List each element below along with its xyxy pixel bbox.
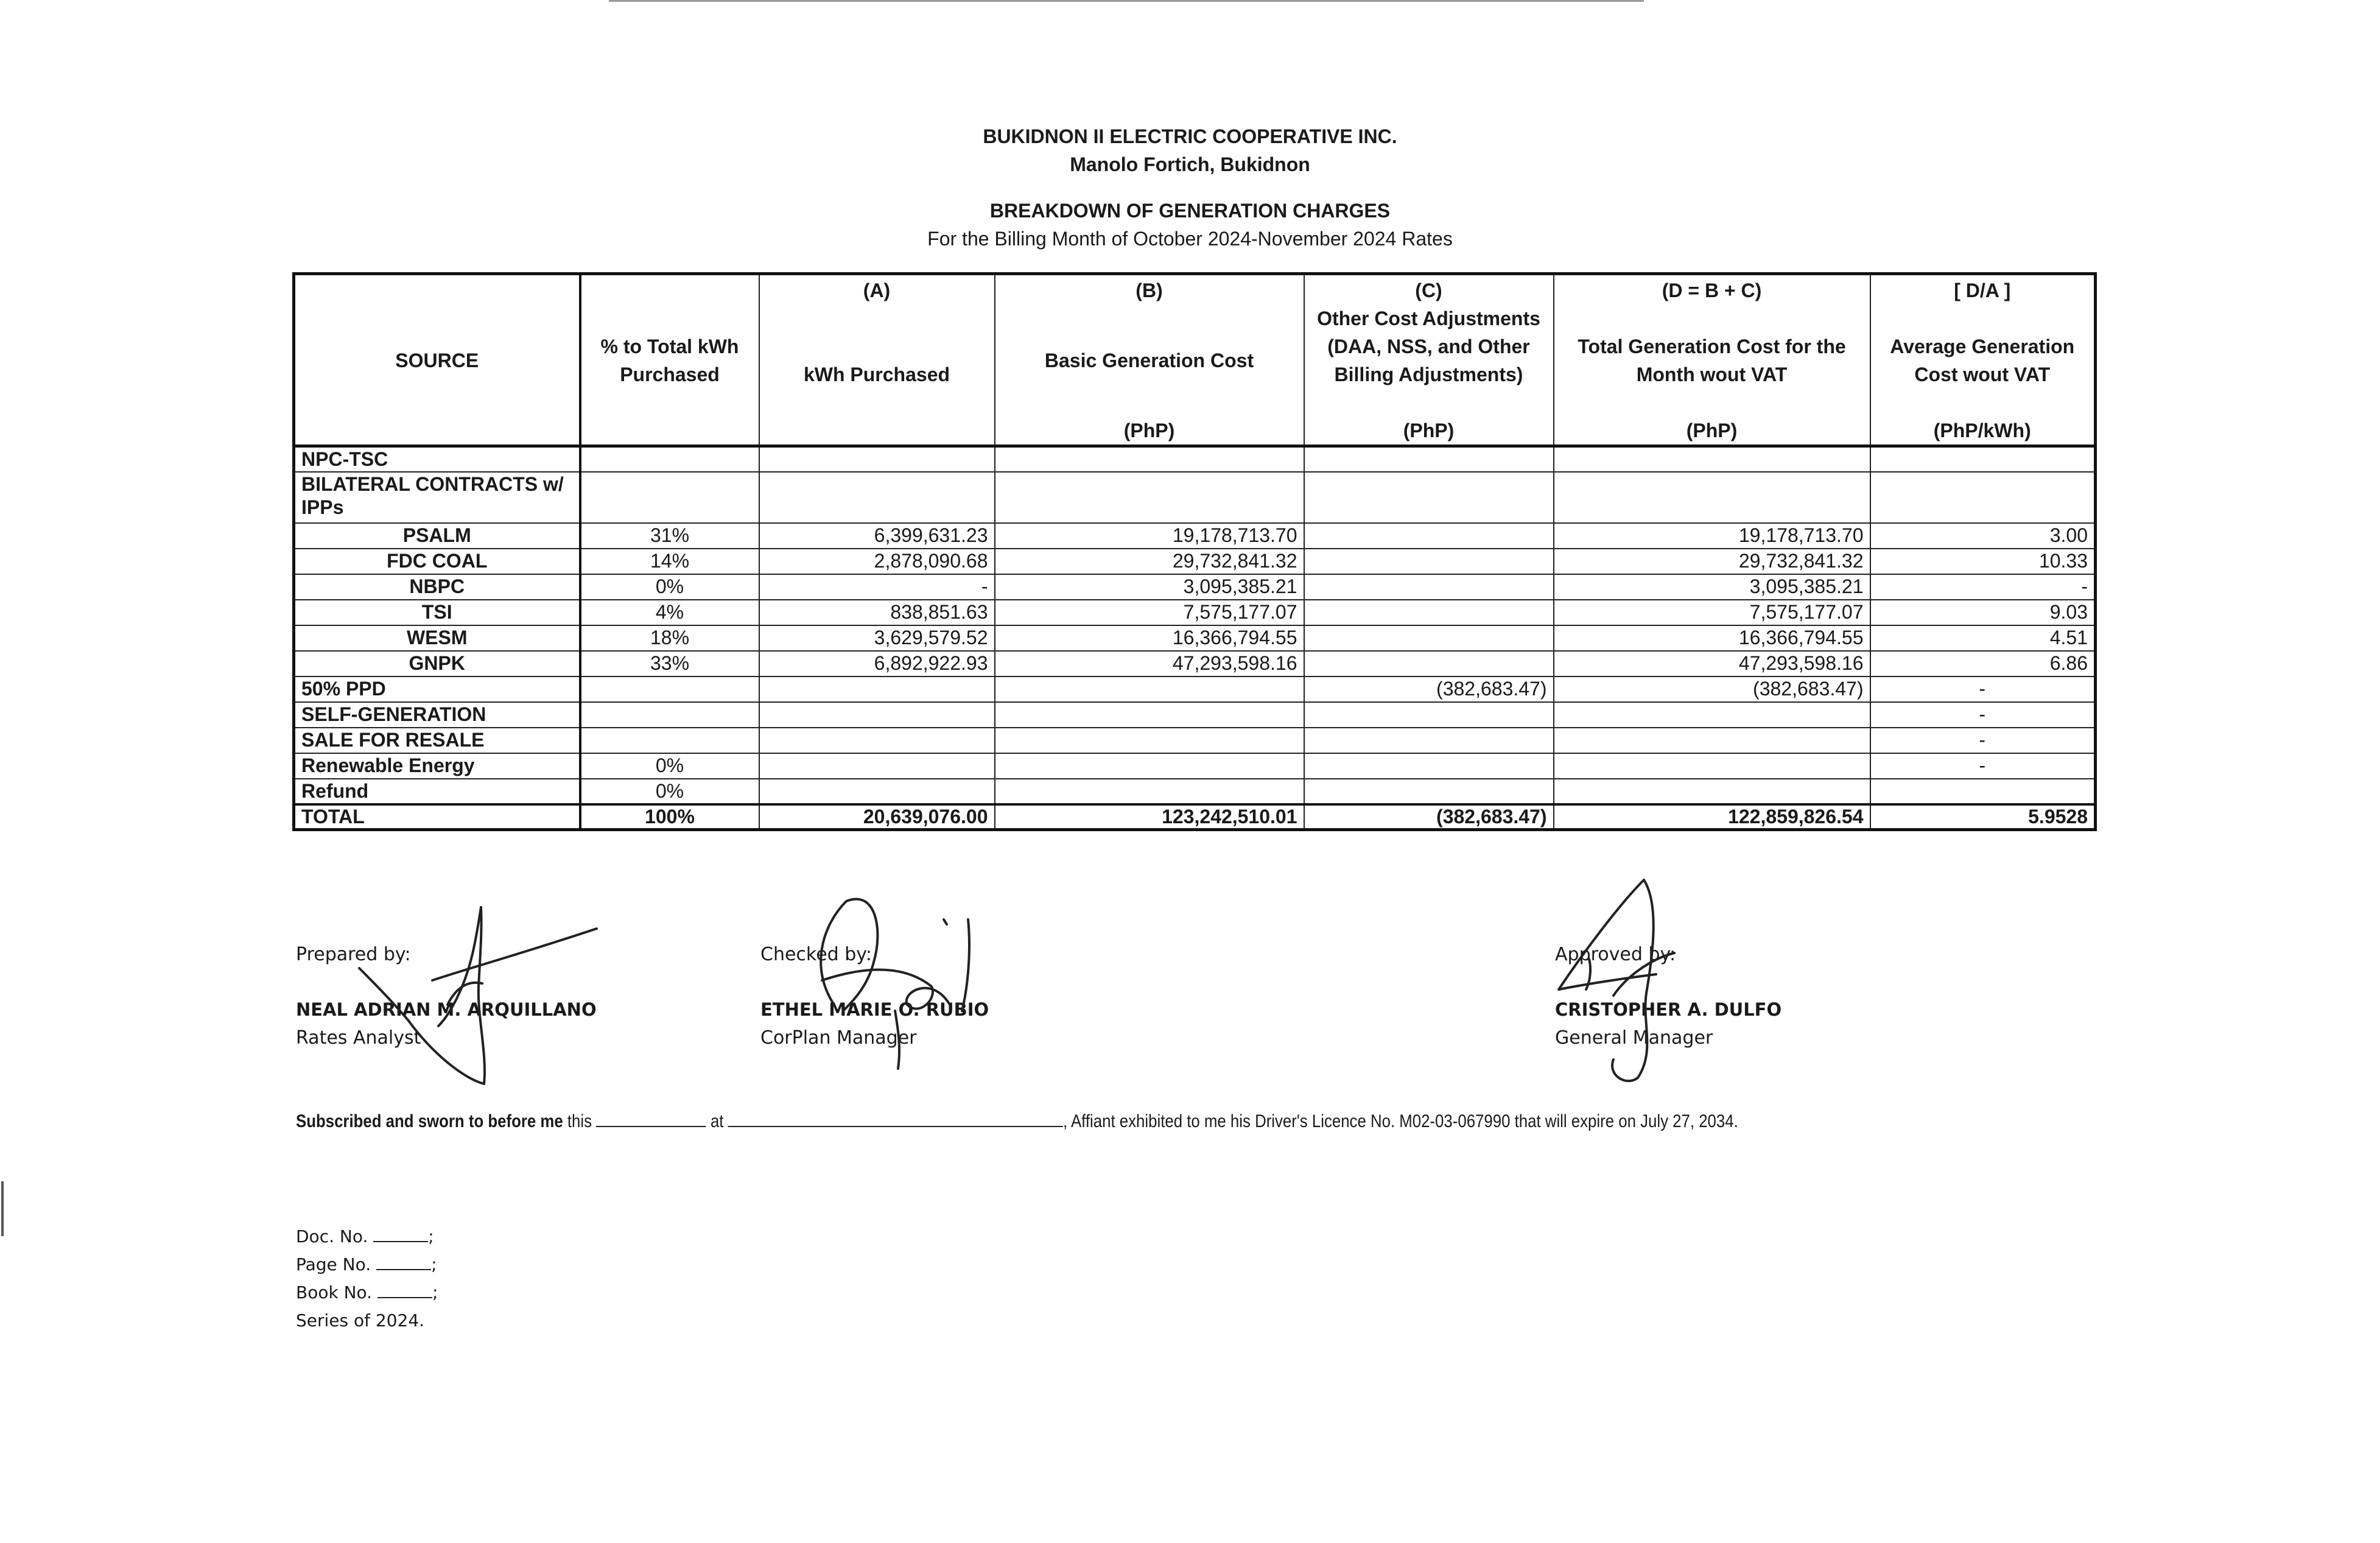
table-row (294, 600, 2096, 625)
row-other (1304, 549, 1554, 574)
row-avg: 4.51 (1870, 625, 2096, 651)
prepared-by-name: NEAL ADRIAN M. ARQUILLANO (296, 999, 597, 1020)
row-other (1304, 600, 1554, 625)
prepared-by-position: Rates Analyst (296, 1027, 421, 1049)
table-row (294, 625, 2096, 651)
table-row (294, 472, 2096, 523)
row-kwh (759, 702, 995, 728)
document-title: BREAKDOWN OF GENERATION CHARGES (989, 200, 1391, 222)
document-subtitle: For the Billing Month of October 2024-November 2024 Rates (927, 228, 1453, 250)
row-kwh (759, 677, 995, 702)
row-basic: 19,178,713.70 (995, 523, 1304, 549)
row-total (1554, 779, 1870, 804)
book-no-line: Book No. ; (296, 1282, 438, 1302)
table-row (294, 574, 2096, 600)
row-avg: 9.03 (1870, 600, 2096, 625)
row-total (1554, 702, 1870, 728)
approved-by-position: General Manager (1555, 1027, 1713, 1049)
column-header-basic-cost: (B) Basic Generation Cost (PhP) (995, 274, 1304, 446)
doc-no-line: Doc. No. ; (296, 1226, 434, 1246)
row-total: 47,293,598.16 (1554, 651, 1870, 677)
row-kwh: 6,892,922.93 (759, 651, 995, 677)
approved-by-label: Approved by: (1555, 944, 1676, 965)
row-kwh (759, 472, 995, 523)
row-kwh: 838,851.63 (759, 600, 995, 625)
row-basic: 47,293,598.16 (995, 651, 1304, 677)
row-pct: 31% (580, 523, 759, 549)
row-avg: 3.00 (1870, 523, 2096, 549)
row-basic (995, 677, 1304, 702)
row-kwh: 2,878,090.68 (759, 549, 995, 574)
total-basic: 123,242,510.01 (995, 804, 1304, 830)
row-kwh: 3,629,579.52 (759, 625, 995, 651)
series-line: Series of 2024. (296, 1310, 425, 1330)
row-avg: 6.86 (1870, 651, 2096, 677)
row-basic (995, 728, 1304, 753)
row-avg: 10.33 (1870, 549, 2096, 574)
scan-edge-mark (1, 1181, 4, 1236)
row-total (1554, 728, 1870, 753)
table-row (294, 651, 2096, 677)
row-source: SELF-GENERATION (294, 702, 580, 728)
total-avg: 5.9528 (1870, 804, 2096, 830)
notary-this: this (563, 1111, 597, 1131)
row-kwh (759, 446, 995, 472)
column-header-pct: % to Total kWh Purchased (580, 274, 759, 446)
row-avg: - (1870, 702, 2096, 728)
doc-no-blank[interactable] (373, 1228, 428, 1242)
table-row (294, 677, 2096, 702)
notary-lead: Subscribed and sworn to before me (296, 1111, 563, 1131)
total-source: TOTAL (294, 804, 580, 830)
row-source: GNPK (294, 651, 580, 677)
row-other (1304, 728, 1554, 753)
row-source: Refund (294, 779, 580, 804)
generation-charges-table (292, 272, 2097, 831)
row-total (1554, 472, 1870, 523)
row-pct: 4% (580, 600, 759, 625)
row-kwh (759, 728, 995, 753)
column-header-avg-cost: [ D/A ] Average Generation Cost wout VAT (PhP/kWh) (1870, 274, 2096, 446)
table-row (294, 523, 2096, 549)
row-pct (580, 677, 759, 702)
row-total: 7,575,177.07 (1554, 600, 1870, 625)
approved-by-signature (1534, 868, 1729, 1093)
row-other (1304, 625, 1554, 651)
table-row (294, 753, 2096, 779)
row-other (1304, 472, 1554, 523)
checked-by-label: Checked by: (760, 944, 872, 965)
row-total: 19,178,713.70 (1554, 523, 1870, 549)
column-header-source: SOURCE (294, 274, 580, 446)
table-row (294, 702, 2096, 728)
row-source: PSALM (294, 523, 580, 549)
book-no-blank[interactable] (377, 1284, 432, 1298)
row-pct (580, 446, 759, 472)
row-avg: - (1870, 574, 2096, 600)
row-basic: 29,732,841.32 (995, 549, 1304, 574)
checked-by-signature (785, 895, 1005, 1078)
column-header-other-cost: (C) Other Cost Adjustments (DAA, NSS, and Other Billing Adjustments) (PhP) (1304, 274, 1554, 446)
scan-edge-line (609, 0, 1644, 2)
row-pct: 0% (580, 574, 759, 600)
row-pct (580, 472, 759, 523)
prepared-by-signature (341, 895, 621, 1096)
column-header-kwh: (A) kWh Purchased (759, 274, 995, 446)
row-pct (580, 728, 759, 753)
row-avg: - (1870, 728, 2096, 753)
row-total (1554, 753, 1870, 779)
row-other (1304, 702, 1554, 728)
total-other: (382,683.47) (1304, 804, 1554, 830)
row-pct (580, 702, 759, 728)
total-kwh: 20,639,076.00 (759, 804, 995, 830)
row-avg (1870, 472, 2096, 523)
row-other (1304, 779, 1554, 804)
company-name: BUKIDNON II ELECTRIC COOPERATIVE INC. (983, 125, 1397, 147)
row-basic (995, 779, 1304, 804)
row-avg (1870, 446, 2096, 472)
row-source: WESM (294, 625, 580, 651)
row-kwh: 6,399,631.23 (759, 523, 995, 549)
notary-statement (296, 1110, 1738, 1131)
notary-place-blank[interactable] (728, 1110, 1063, 1127)
row-other (1304, 574, 1554, 600)
checked-by-name: ETHEL MARIE O. RUBIO (760, 999, 989, 1020)
checked-by-position: CorPlan Manager (760, 1027, 917, 1049)
notary-at: at (706, 1111, 728, 1131)
row-total: 16,366,794.55 (1554, 625, 1870, 651)
table-row (294, 549, 2096, 574)
row-other (1304, 523, 1554, 549)
row-basic (995, 753, 1304, 779)
book-no-label: Book No. (296, 1282, 373, 1302)
row-avg: - (1870, 677, 2096, 702)
row-total (1554, 446, 1870, 472)
table-row (294, 446, 2096, 472)
company-location: Manolo Fortich, Bukidnon (1070, 153, 1310, 175)
prepared-by-label: Prepared by: (296, 944, 411, 965)
row-avg: - (1870, 753, 2096, 779)
row-pct: 0% (580, 779, 759, 804)
doc-no-label: Doc. No. (296, 1226, 368, 1246)
table-row (294, 779, 2096, 804)
total-total: 122,859,826.54 (1554, 804, 1870, 830)
total-row (294, 804, 2096, 830)
page-no-line: Page No. ; (296, 1254, 437, 1274)
page-no-blank[interactable] (376, 1256, 431, 1270)
row-pct: 18% (580, 625, 759, 651)
row-source: FDC COAL (294, 549, 580, 574)
row-basic: 3,095,385.21 (995, 574, 1304, 600)
row-source: NBPC (294, 574, 580, 600)
row-source: SALE FOR RESALE (294, 728, 580, 753)
row-pct: 0% (580, 753, 759, 779)
row-other: (382,683.47) (1304, 677, 1554, 702)
row-other (1304, 446, 1554, 472)
notarial-register (296, 1223, 438, 1335)
row-source: BILATERAL CONTRACTS w/ IPPs (294, 472, 580, 523)
row-pct: 14% (580, 549, 759, 574)
row-avg (1870, 779, 2096, 804)
row-source: Renewable Energy (294, 753, 580, 779)
row-total: 29,732,841.32 (1554, 549, 1870, 574)
row-basic (995, 446, 1304, 472)
row-kwh (759, 779, 995, 804)
row-kwh (759, 753, 995, 779)
row-total: (382,683.47) (1554, 677, 1870, 702)
page-no-label: Page No. (296, 1254, 371, 1274)
row-kwh: - (759, 574, 995, 600)
row-basic: 7,575,177.07 (995, 600, 1304, 625)
row-total: 3,095,385.21 (1554, 574, 1870, 600)
row-source: TSI (294, 600, 580, 625)
row-basic (995, 702, 1304, 728)
row-basic (995, 472, 1304, 523)
row-other (1304, 651, 1554, 677)
row-source: NPC-TSC (294, 446, 580, 472)
row-pct: 33% (580, 651, 759, 677)
table-row (294, 728, 2096, 753)
row-source: 50% PPD (294, 677, 580, 702)
row-basic: 16,366,794.55 (995, 625, 1304, 651)
total-pct: 100% (580, 804, 759, 830)
notary-affiant: , Affiant exhibited to me his Driver's Licence No. M02-03-067990 that will expire on July 27, 2034. (1063, 1111, 1738, 1131)
notary-date-blank[interactable] (596, 1110, 706, 1127)
row-other (1304, 753, 1554, 779)
column-header-total-cost: (D = B + C) Total Generation Cost for the Month wout VAT (PhP) (1554, 274, 1870, 446)
approved-by-name: CRISTOPHER A. DULFO (1555, 999, 1782, 1020)
table-header-row (294, 274, 2096, 446)
